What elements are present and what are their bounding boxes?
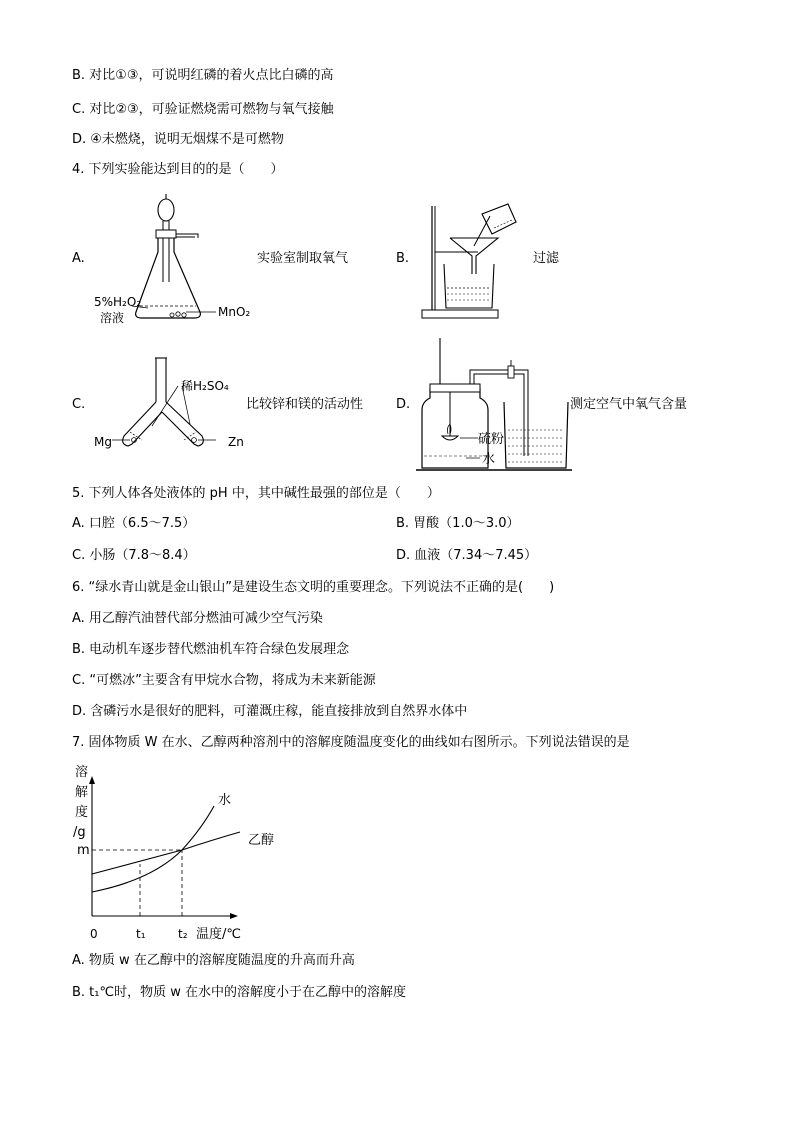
q5-option-b: B. 胃酸（1.0～3.0） [396, 516, 520, 531]
label-sulfur-powder: 硫粉 [478, 432, 505, 447]
label-dilute-h2so4: 稀H₂SO₄ [181, 379, 229, 393]
q5-option-a: A. 口腔（6.5～7.5） [72, 516, 196, 531]
label-solution: 溶液 [100, 311, 125, 325]
y-mark-m: m [77, 843, 90, 858]
q5-option-c: C. 小肠（7.8～8.4） [72, 548, 196, 563]
q4-d-caption: 测定空气中氧气含量 [570, 397, 688, 412]
ylabel-char-1: 解 [75, 785, 89, 800]
q3-option-d: D. ④未燃烧，说明无烟煤不是可燃物 [72, 132, 284, 147]
series-ethanol-curve [92, 832, 240, 874]
x-tick-t2: t₂ [178, 927, 188, 941]
label-h2o2: 5%H₂O₂ [94, 295, 142, 309]
x-tick-t1: t₁ [136, 927, 146, 941]
x-axis-label: 温度/℃ [196, 927, 241, 942]
series-water-label: 水 [218, 793, 232, 808]
q7-option-b: B. t₁℃时，物质 w 在水中的溶解度小于在乙醇中的溶解度 [72, 985, 406, 1000]
q7-stem: 7. 固体物质 W 在水、乙醇两种溶剂中的溶解度随温度变化的曲线如右图所示。下列说法错误的是 [72, 735, 630, 750]
q3-option-c: C. 对比②③，可验证燃烧需可燃物与氧气接触 [72, 102, 334, 117]
q4-a-caption: 实验室制取氧气 [257, 251, 349, 266]
q4-b-caption: 过滤 [533, 251, 560, 266]
label-water: 水 [482, 452, 496, 467]
q4-d-letter: D. [396, 397, 411, 412]
series-water-curve [92, 806, 214, 892]
q6-option-c: C. “可燃冰”主要含有甲烷水合物，将成为未来新能源 [72, 673, 376, 688]
q7-option-a: A. 物质 w 在乙醇中的溶解度随温度的升高而升高 [72, 953, 355, 968]
x-axis-arrow [230, 913, 238, 919]
q5-stem: 5. 下列人体各处液体的 pH 中，其中碱性最强的部位是（ ） [72, 486, 440, 501]
oxygen-content-figure [416, 338, 576, 473]
q4-stem: 4. 下列实验能达到目的的是（ ） [72, 162, 284, 177]
q4-c-letter: C. [72, 397, 86, 412]
q6-option-d: D. 含磷污水是很好的肥料，可灌溉庄稼，能直接排放到自然界水体中 [72, 704, 468, 719]
q4-c-caption: 比较锌和镁的活动性 [246, 397, 364, 412]
q6-option-b: B. 电动机车逐步替代燃油机车符合绿色发展理念 [72, 642, 350, 657]
ylabel-char-0: 溶 [75, 765, 89, 780]
solubility-chart [72, 762, 275, 947]
label-mg: Mg [94, 435, 112, 449]
q4-a-letter: A. [72, 251, 85, 266]
q3-option-b: B. 对比①③，可说明红磷的着火点比白磷的高 [72, 68, 334, 83]
origin-label: 0 [90, 927, 98, 941]
q5-option-d: D. 血液（7.34～7.45） [396, 548, 538, 563]
series-ethanol-label: 乙醇 [248, 833, 275, 848]
label-zn: Zn [228, 435, 244, 449]
ylabel-char-2: 度 [75, 805, 89, 820]
q6-stem: 6. “绿水青山就是金山银山”是建设生态文明的重要理念。下列说法不正确的是( ) [72, 580, 555, 595]
filtration-figure [418, 196, 528, 322]
y-tube-figure [112, 356, 232, 456]
y-axis-arrow [89, 776, 95, 784]
label-mno2: MnO₂ [218, 305, 251, 319]
q6-option-a: A. 用乙醇汽油替代部分燃油可减少空气污染 [72, 611, 323, 626]
q4-b-letter: B. [396, 251, 410, 266]
ylabel-char-3: /g [73, 825, 86, 840]
